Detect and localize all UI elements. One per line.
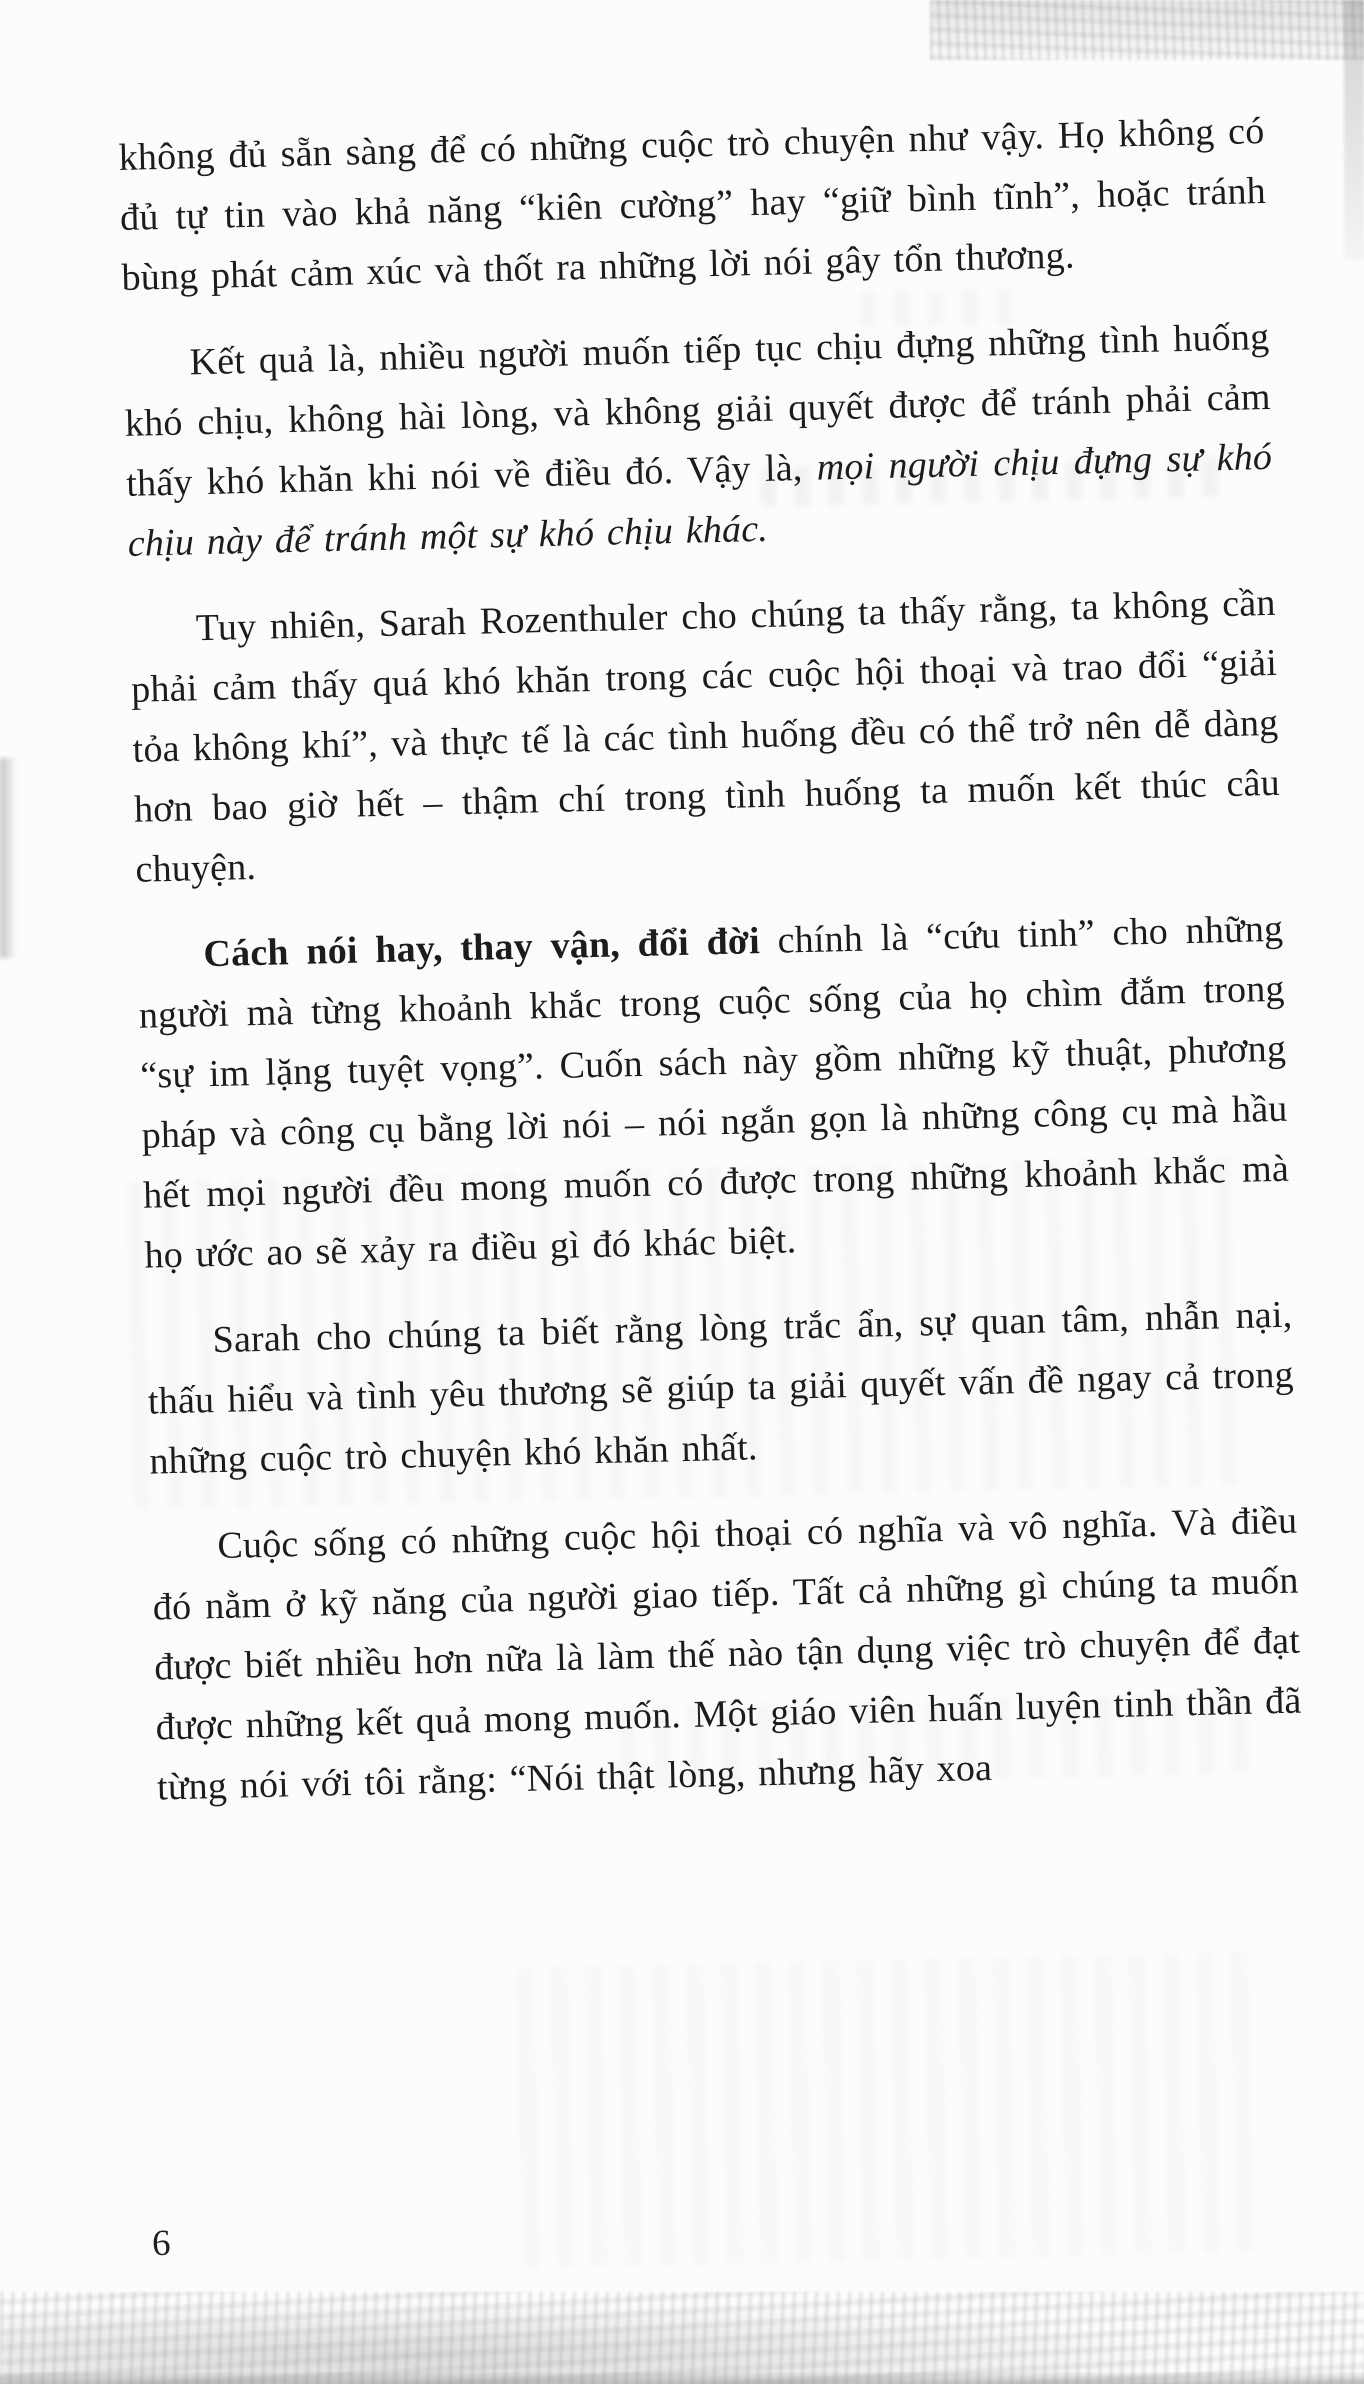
- text-segment-normal: không đủ sẵn sàng để có những cuộc trò chuyện như vậy. Họ không có đủ tự tin vào khả năng “kiên cường” hay “giữ bình tĩnh”, hoặc tránh bùng phát cảm xúc và thốt ra những lời nói gây tổn thương.: [118, 109, 1267, 299]
- paragraph: [129, 573, 1282, 900]
- text-segment-normal: Kết quả là, nhiều người muốn tiếp tục chịu đựng những tình huống khó chịu, không hài lòng, và không giải quyết được để tránh phải cảm thấy khó khăn khi nói về điều đó. Vậy là,: [124, 315, 1272, 505]
- scan-noise-bottom-edge: [0, 2372, 1364, 2384]
- scan-smudge-left-edge: [0, 758, 16, 958]
- text-segment-normal: Tuy nhiên, Sarah Rozenthuler cho chúng ta thấy rằng, ta không cần phải cảm thấy quá khó khăn trong các cuộc hội thoại và trao đổi “giải tỏa không khí”, và thực tế là các tình huống đều có thể trở nên dễ dàng hơn bao giờ hết – thậm chí trong tình huống ta muốn kết thúc câu chuyện.: [130, 581, 1281, 891]
- page-text-block: [118, 101, 1304, 1844]
- text-segment-italic: mọi người chịu đựng sự khó chịu này để tránh một sự khó chịu khác.: [127, 435, 1273, 565]
- text-segment-normal: Sarah cho chúng ta biết rằng lòng trắc ẩn, sự quan tâm, nhẫn nại, thấu hiểu và tình yêu thương sẽ giúp ta giải quyết vấn đề ngay cả trong những cuộc trò chuyện khó khăn nhất.: [147, 1293, 1295, 1483]
- text-segment-normal: Cuộc sống có những cuộc hội thoại có nghĩa và vô nghĩa. Và điều đó nằm ở kỹ năng của người giao tiếp. Tất cả những gì chúng ta muốn được biết nhiều hơn nữa là làm thế nào tận dụng việc trò chuyện để đạt được những kết quả mong muốn. Một giáo viên huấn luyện tinh thần đã từng nói với tôi rằng: “Nói thật lòng, nhưng hãy xoa: [152, 1499, 1302, 1809]
- paragraph: [151, 1491, 1304, 1818]
- ink-bleed-ghost: [517, 1952, 1264, 2269]
- scan-noise-bottom-band: [0, 2292, 1364, 2384]
- text-segment-normal: chính là “cứu tinh” cho những người mà từng khoảnh khắc trong cuộc sống của họ chìm đắm trong “sự im lặng tuyệt vọng”. Cuốn sách này gồm những kỹ thuật, phương pháp và công cụ bằng lời nói – nói ngắn gọn là những công cụ mà hầu hết mọi người đều mong muốn có được trong những khoảnh khắc mà họ ước ao sẽ xảy ra điều gì đó khác biệt.: [138, 907, 1290, 1277]
- paragraph: [123, 307, 1274, 574]
- scan-noise-top-right: [930, 0, 1364, 60]
- paragraph: [137, 899, 1291, 1286]
- scan-noise-right-edge: [1344, 0, 1364, 260]
- paragraph: [146, 1285, 1296, 1492]
- text-segment-bold: Cách nói hay, thay vận, đổi đời: [202, 920, 761, 976]
- paragraph: [118, 101, 1268, 308]
- page-number: 6: [151, 2222, 171, 2265]
